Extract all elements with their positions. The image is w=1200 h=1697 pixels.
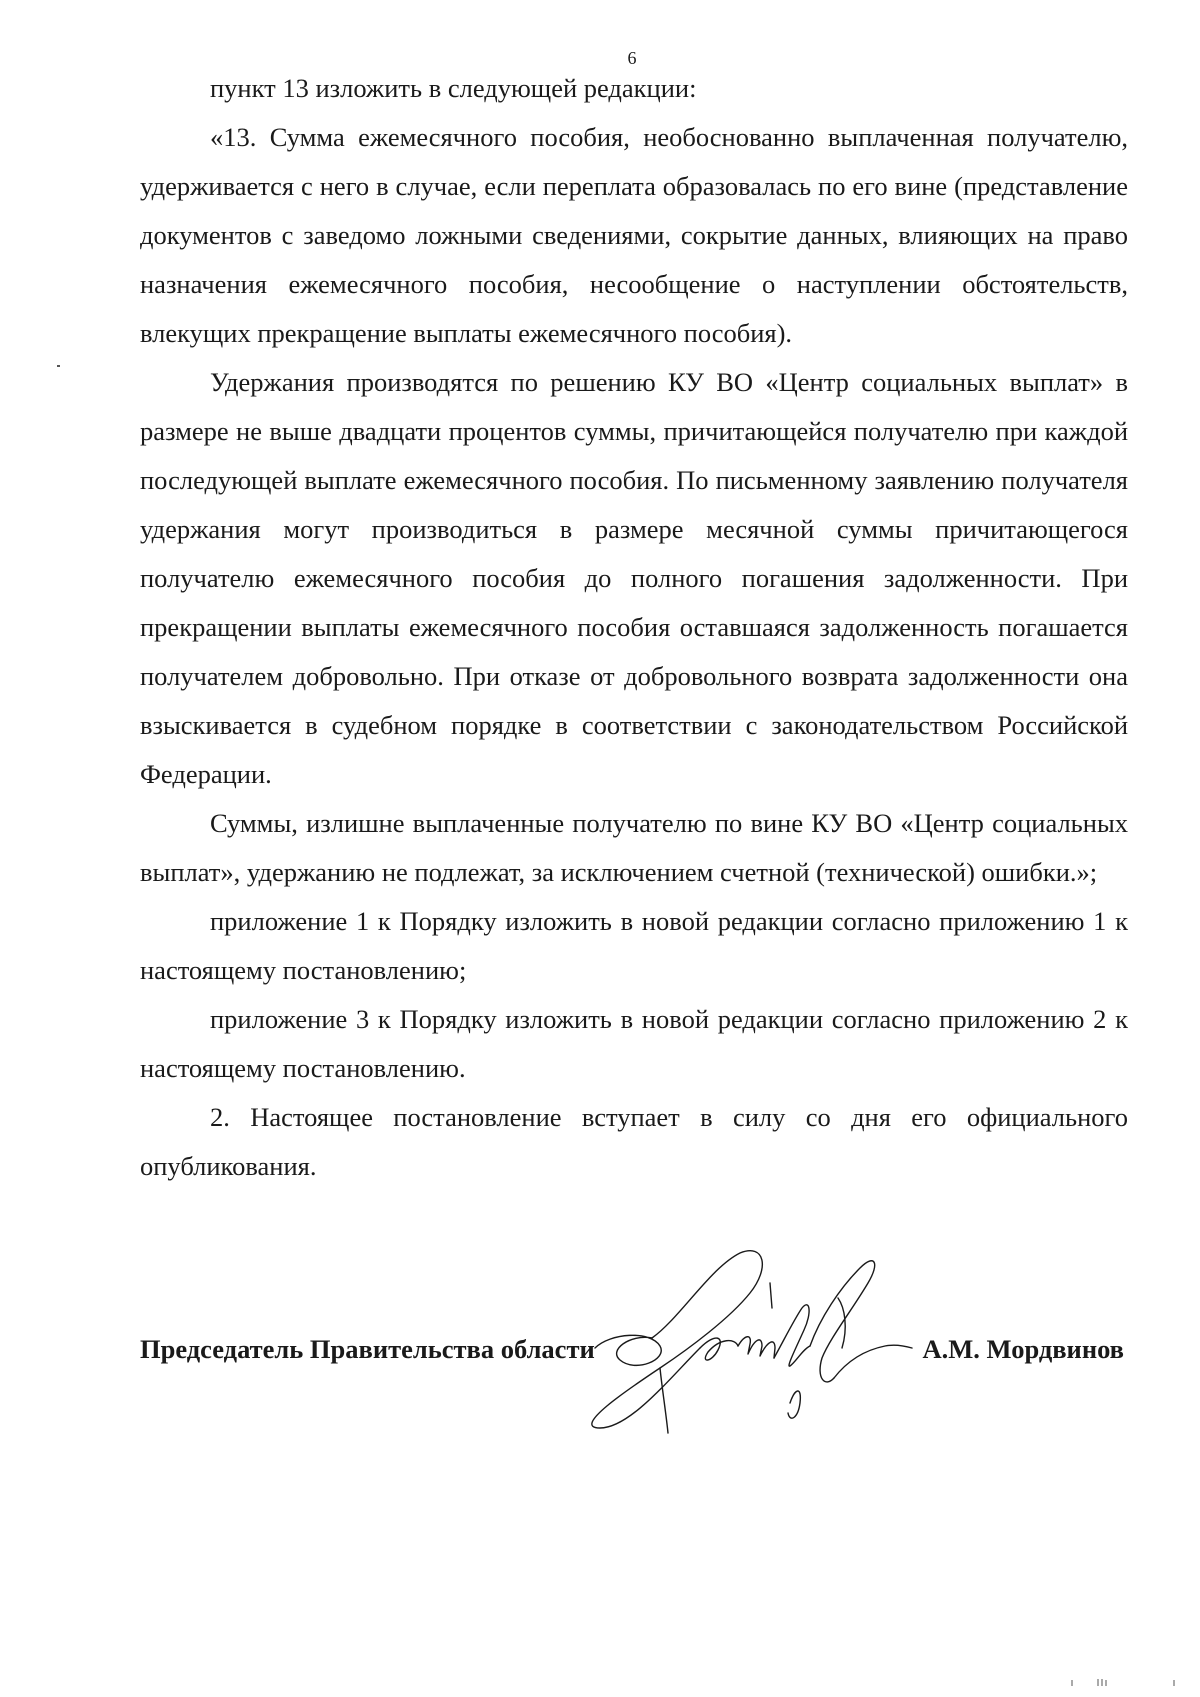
paragraph-amendment-intro: пункт 13 изложить в следующей редакции: — [210, 73, 697, 103]
signatory-name: А.М. Мордвинов — [922, 1334, 1124, 1364]
page-number: 6 — [627, 48, 637, 68]
margin-mark — [57, 365, 60, 367]
paragraph-appendix-3: приложение 3 к Порядку изложить в новой редакции согласно приложению 2 к настоящему постановлению. — [140, 1004, 1128, 1083]
signatory-position: Председатель Правительства области — [140, 1334, 595, 1364]
paragraph-effective-date: 2. Настоящее постановление вступает в силу со дня его официального опубликования. — [140, 1102, 1128, 1181]
document-body — [140, 64, 1128, 1191]
handwritten-signature — [590, 1238, 950, 1438]
paragraph-appendix-1: приложение 1 к Порядку изложить в новой редакции согласно приложению 1 к настоящему постановлению; — [140, 906, 1128, 985]
scan-edge-marks — [1070, 1679, 1180, 1687]
paragraph-overpaid-sums: Суммы, излишне выплаченные получателю по вине КУ ВО «Центр социальных выплат», удержанию не подлежат, за исключением счетной (технической) ошибки.»; — [140, 808, 1128, 887]
paragraph-deductions: Удержания производятся по решению КУ ВО «Центр социальных выплат» в размере не выше двадцати процентов суммы, причитающейся получателю при каждой последующей выплате ежемесячного пособия. По письменному заявлению получателя удержания могут производиться в размере месячной суммы причитающегося получателю ежемесячного пособия до полного погашения задолженности. При прекращении выплаты ежемесячного пособия оставшаяся задолженность погашается получателем добровольно. При отказе от добровольного возврата задолженности она взыскивается в судебном порядке в соответствии с законодательством Российской Федерации. — [140, 367, 1128, 789]
paragraph-item-13: «13. Сумма ежемесячного пособия, необоснованно выплаченная получателю, удерживается с него в случае, если переплата образовалась по его вине (представление документов с заведомо ложными сведениями, сокрытие данных, влияющих на право назначения ежемесячного пособия, несообщение о наступлении обстоятельств, влекущих прекращение выплаты ежемесячного пособия). — [140, 122, 1128, 348]
